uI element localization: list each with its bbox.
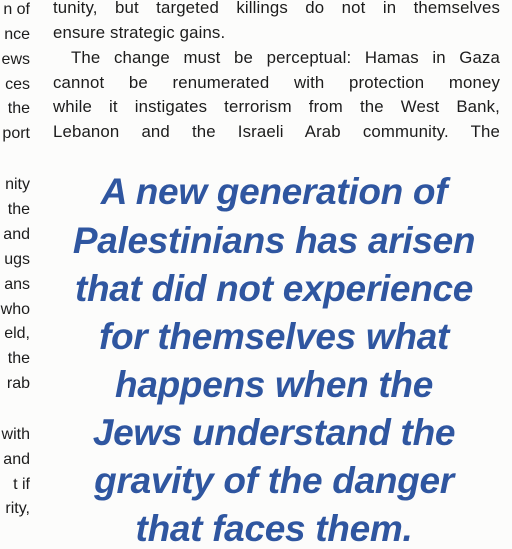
left-fragment: n of [3,1,30,18]
pull-quote-line: gravity of the danger [94,460,454,501]
body-line: The change must be perceptual: Hamas in Gaza [71,48,500,67]
left-fragment: nce [4,26,30,43]
pull-quote-line: Jews understand the [92,412,456,453]
left-fragment: with [1,426,30,443]
left-fragment: and [3,226,30,243]
left-fragment: t if [13,476,30,493]
left-fragment: port [2,125,30,142]
left-fragment: ugs [4,251,30,268]
left-fragment: the [7,350,30,367]
pull-quote-line: for themselves what [98,316,450,357]
pull-quote-line: Palestinians has arisen [72,220,476,261]
body-line: Lebanon and the Israeli Arab community. The [53,122,500,141]
pull-quote-line [62,492,486,549]
body-line: cannot be renumerated with protection money [53,73,500,92]
left-fragment: rab [6,375,30,392]
left-fragment: rity, [5,500,30,517]
left-column-text [0,0,32,517]
body-line: while it instigates terrorism from the West Bank, [53,97,500,116]
pull-quote-line: happens when the [115,364,433,405]
left-fragment: and [3,451,30,468]
left-fragment: eld, [4,325,30,342]
left-fragment: the [7,201,30,218]
left-fragment: who [0,301,30,318]
pull-quote-line: A new generation of [100,171,448,212]
left-fragment: ans [4,276,30,293]
left-fragment: ews [1,51,30,68]
pull-quote-line-text: that faces them. [135,508,413,549]
left-fragment: nity [5,176,30,193]
body-line: tunity, but targeted killings do not in themselves [53,0,500,17]
pull-quote-line: that did not experience [74,268,474,309]
left-fragment: ces [5,76,30,93]
left-fragment: the [7,100,30,117]
body-line: ensure strategic gains. [53,23,226,42]
